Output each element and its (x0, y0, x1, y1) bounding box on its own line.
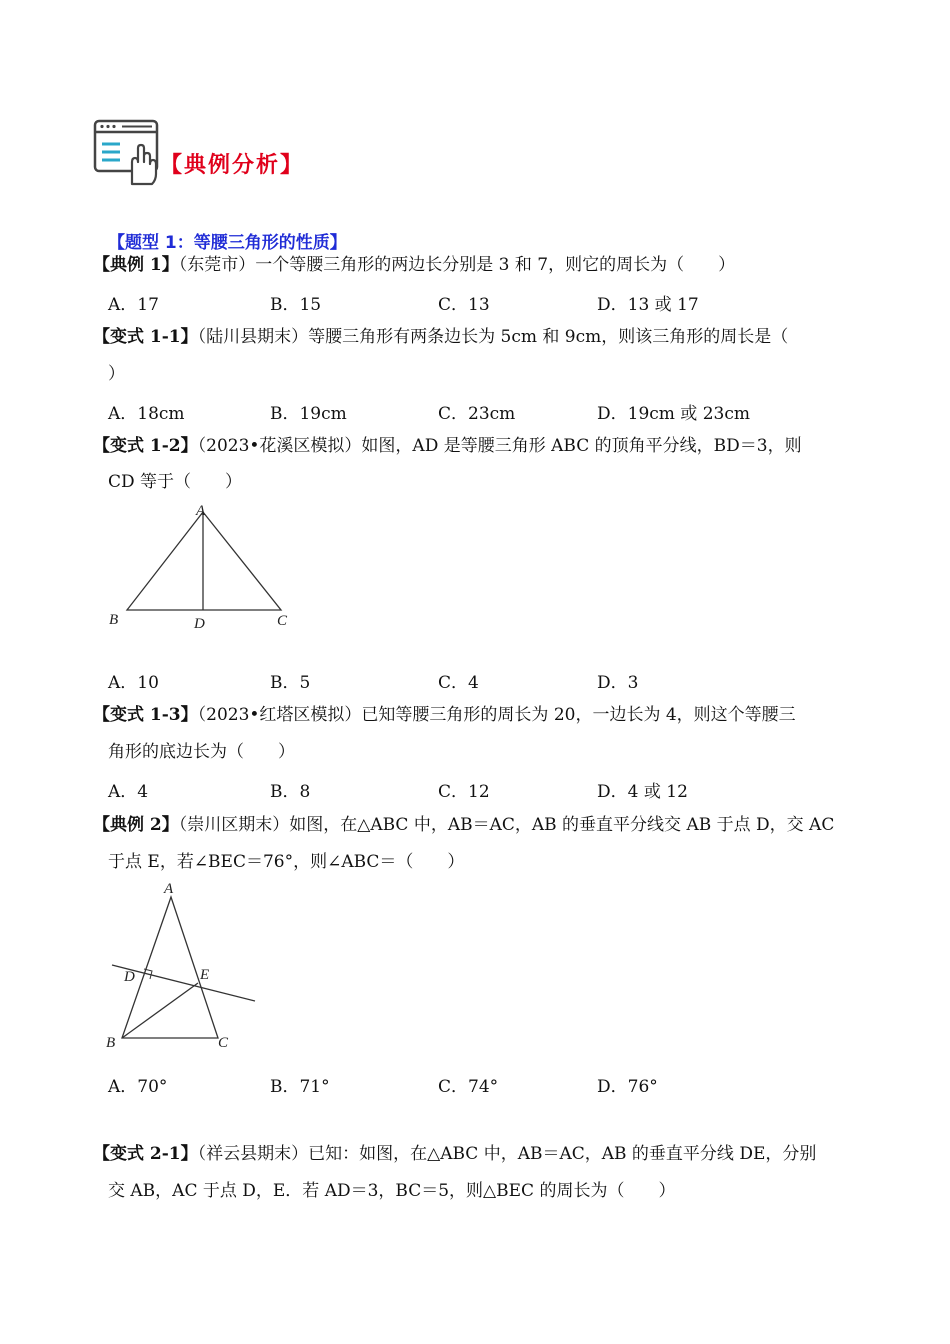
option-a[interactable]: A．4 (108, 782, 149, 802)
question-text-cont: 于点 E，若∠BEC＝76°，则∠ABC＝（ ） (108, 852, 465, 872)
question-4 (93, 704, 796, 726)
option-a[interactable]: A．10 (108, 673, 159, 693)
option-b[interactable]: B．71° (270, 1077, 330, 1097)
question-tag: 【变式 1-3】 (93, 705, 198, 725)
figure-perpendicular-bisector (100, 875, 270, 1055)
label-a: A (196, 503, 206, 519)
segment-be (122, 983, 198, 1038)
question-tag: 【变式 1-2】 (93, 436, 198, 456)
label-b: B (109, 612, 119, 628)
question-2 (93, 326, 788, 348)
option-d[interactable]: D．76° (597, 1077, 658, 1097)
question-text: （2023•花溪区模拟）如图，AD 是等腰三角形 ABC 的顶角平分线，BD＝3，则 (197, 436, 802, 456)
question-6 (93, 1143, 816, 1165)
option-c[interactable]: C．74° (438, 1077, 499, 1097)
option-a[interactable]: A．18cm (108, 404, 185, 424)
option-a[interactable]: A．70° (108, 1077, 168, 1097)
page-title: 【典例分析】 (160, 153, 305, 178)
question-tag: 【典例 1】 (93, 255, 179, 275)
triangle-outline (127, 512, 281, 610)
option-b[interactable]: B．19cm (270, 404, 347, 424)
analysis-icon (92, 118, 160, 186)
label-c: C (218, 1035, 229, 1051)
option-c[interactable]: C．13 (438, 295, 490, 315)
question-5 (93, 814, 834, 836)
option-d[interactable]: D．4 或 12 (597, 782, 688, 802)
question-tag: 【变式 2-1】 (93, 1144, 198, 1164)
option-d[interactable]: D．3 (597, 673, 639, 693)
figure-triangle-abc (100, 500, 300, 635)
label-d: D (124, 969, 135, 985)
question-tag: 【典例 2】 (93, 815, 179, 835)
option-c[interactable]: C．4 (438, 673, 479, 693)
question-text: （崇川区期末）如图，在△ABC 中，AB＝AC，AB 的垂直平分线交 AB 于点 D，交 AC (178, 815, 835, 835)
question-text: （2023•红塔区模拟）已知等腰三角形的周长为 20，一边长为 4，则这个等腰三 (197, 705, 796, 725)
option-d[interactable]: D．13 或 17 (597, 295, 699, 315)
question-tag: 【变式 1-1】 (93, 327, 198, 347)
label-c: C (277, 613, 288, 629)
option-b[interactable]: B．15 (270, 295, 322, 315)
question-text-cont: 角形的底边长为（ ） (108, 742, 295, 762)
question-text-cont: CD 等于（ ） (108, 472, 243, 492)
question-3 (93, 435, 802, 457)
label-b: B (106, 1035, 116, 1051)
label-a: A (164, 881, 174, 897)
label-d: D (194, 616, 205, 632)
option-a[interactable]: A．17 (108, 295, 159, 315)
section-title: 【题型 1：等腰三角形的性质】 (108, 233, 347, 253)
option-c[interactable]: C．12 (438, 782, 490, 802)
option-c[interactable]: C．23cm (438, 404, 516, 424)
question-text: （祥云县期末）已知：如图，在△ABC 中，AB＝AC，AB 的垂直平分线 DE，分别 (197, 1144, 817, 1164)
label-e: E (200, 967, 210, 983)
question-text-cont: ） (108, 364, 125, 384)
question-1 (93, 254, 735, 276)
question-text-cont: 交 AB，AC 于点 D，E．若 AD＝3，BC＝5，则△BEC 的周长为（ ） (108, 1181, 676, 1201)
question-text: （东莞市）一个等腰三角形的两边长分别是 3 和 7，则它的周长为（ ） (178, 255, 736, 275)
option-b[interactable]: B．8 (270, 782, 311, 802)
question-text: （陆川县期末）等腰三角形有两条边长为 5cm 和 9cm，则该三角形的周长是（ (197, 327, 789, 347)
option-d[interactable]: D．19cm 或 23cm (597, 404, 750, 424)
option-b[interactable]: B．5 (270, 673, 311, 693)
